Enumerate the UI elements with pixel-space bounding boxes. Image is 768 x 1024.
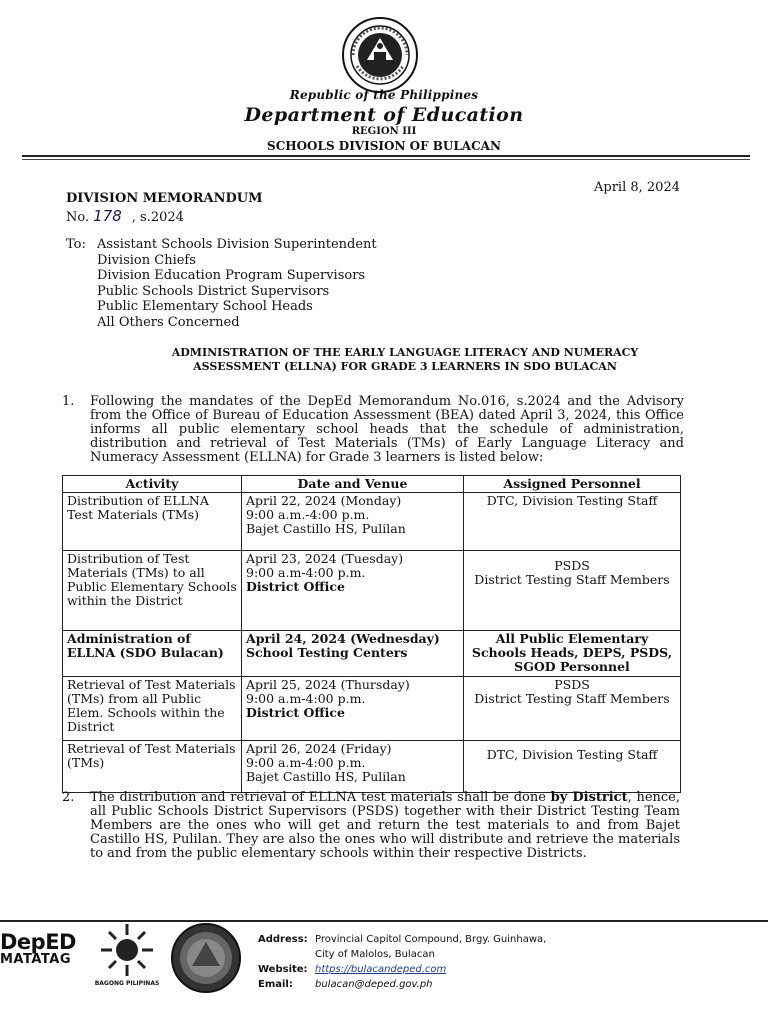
email-link[interactable]: bulacan@deped.gov.ph [315,979,433,990]
subject-line: ADMINISTRATION OF THE EARLY LANGUAGE LITERACY AND NUMERACY [171,346,639,359]
memo-number [66,207,184,225]
recipient: All Others Concerned [97,314,240,330]
memo-number-handwritten: 178 [93,207,122,225]
time-text: 9:00 a.m-4:00 p.m. [246,565,366,580]
paragraph-text-part: The distribution and retrieval of ELLNA test materials shall be done [90,790,551,805]
activity-cell: Administration of ELLNA (SDO Bulacan) [63,631,242,677]
subject-line: ASSESSMENT (ELLNA) FOR GRADE 3 LEARNERS IN SDO BULACAN [193,360,617,373]
personnel-text: PSDS [554,677,590,692]
memo-title: DIVISION MEMORANDUM [66,191,263,206]
paragraph-text-part: , hence, all Public Schools District Supervisors (PSDS) together with their District Testing Team Members are the ones who will get and return the test materials to and from Bajet Castillo HS, Pulilan. They are also the ones who will distribute and retrieve the materials to and from the public elementary schools within their respective Districts. [90,790,680,861]
personnel-text: DTC, Division Testing Staff [486,747,658,762]
paragraph-number: 2. [62,790,75,805]
activity-cell: Distribution of ELLNA Test Materials (TMs) [63,493,242,551]
column-header-activity: Activity [63,476,242,493]
table-row [63,551,681,631]
column-header-date-venue: Date and Venue [242,476,464,493]
division-heading: SCHOOLS DIVISION OF BULACAN [267,139,501,153]
paragraph-text-bold: by District [550,790,628,805]
recipient: Division Education Program Supervisors [97,268,366,284]
date-text: April 25, 2024 (Thursday) [246,677,410,692]
personnel-text: District Testing Staff Members [474,691,670,706]
time-text: 9:00 a.m.-4:00 p.m. [246,507,370,522]
matatag-wordmark: MATATAG [0,952,71,967]
table-row [63,677,681,741]
date-text: April 22, 2024 (Monday) [246,493,402,508]
personnel-cell [464,677,681,741]
personnel-text: All Public Elementary Schools Heads, DEPS, PSDS, SGOD Personnel [471,631,673,674]
personnel-text: District Testing Staff Members [474,572,670,587]
table-row [63,631,681,677]
bagong-pilipinas-label: BAGONG PILIPINAS [94,980,160,987]
column-header-personnel: Assigned Personnel [464,476,681,493]
paragraph-number: 1. [62,394,75,409]
deped-matatag-logo [0,930,80,967]
deped-seal-logo [341,16,419,94]
header-divider-thin [22,159,750,160]
time-text: 9:00 a.m-4:00 p.m. [246,691,366,706]
memo-subject [60,346,750,374]
venue-text: Bajet Castillo HS, Pulilan [246,521,406,536]
department-heading: Department of Education [244,104,524,126]
bagong-pilipinas-logo [88,920,166,987]
activity-cell: Retrieval of Test Materials (TMs) [63,741,242,793]
date-text: April 24, 2024 (Wednesday) [246,631,440,646]
personnel-cell [464,551,681,631]
bagong-pilipinas-sun-icon [97,920,157,978]
schedule-table [62,475,681,793]
address-label: Address: [258,934,308,945]
memo-date: April 8, 2024 [594,180,680,195]
deped-wordmark: DepED [0,930,76,954]
paragraph-text [90,791,680,861]
address-line: City of Malolos, Bulacan [315,949,435,960]
memo-series: , s.2024 [131,210,184,225]
paragraph-text: Following the mandates of the DepEd Memorandum No.016, s.2024 and the Advisory from the Office of Bureau of Education Assessment (BEA) dated April 3, 2024, this Office informs all public elementary school heads that the schedule of administration, distribution and retrieval of Test Materials (TMs) of Early Language Literacy and Numeracy Assessment (ELLNA) for Grade 3 learners is listed below: [90,394,684,465]
time-text: 9:00 a.m-4:00 p.m. [246,755,366,770]
date-venue-cell [242,677,464,741]
table-row [63,493,681,551]
memo-number-prefix: No. [66,210,90,225]
email-label: Email: [258,979,293,990]
personnel-cell [464,631,681,677]
division-seal-logo [170,922,242,994]
date-venue-cell [242,741,464,793]
venue-text: School Testing Centers [246,645,408,660]
website-link[interactable]: https://bulacandeped.com [315,964,447,975]
venue-text: Bajet Castillo HS, Pulilan [246,769,406,784]
activity-cell: Retrieval of Test Materials (TMs) from all Public Elem. Schools within the District [63,677,242,741]
website-label: Website: [258,964,308,975]
recipient: Assistant Schools Division Superintendent [97,237,377,252]
recipient: Public Schools District Supervisors [97,283,330,299]
personnel-cell [464,493,681,551]
table-header-row [63,476,681,493]
venue-text: District Office [246,705,345,720]
paragraph-2 [62,791,680,861]
recipient: Division Chiefs [97,252,196,268]
personnel-cell [464,741,681,793]
table-row [63,741,681,793]
date-text: April 26, 2024 (Friday) [246,741,392,756]
to-label: To: [66,237,86,252]
personnel-text: PSDS [554,558,590,573]
region-heading: REGION III [351,126,417,137]
venue-text: District Office [246,579,345,594]
recipients-block [66,237,377,331]
paragraph-1 [62,395,684,465]
personnel-text: DTC, Division Testing Staff [486,493,658,508]
date-text: April 23, 2024 (Tuesday) [246,551,404,566]
date-venue-cell [242,551,464,631]
date-venue-cell [242,493,464,551]
address-line: Provincial Capitol Compound, Brgy. Guinhawa, [315,934,547,945]
date-venue-cell [242,631,464,677]
header-divider [22,155,750,157]
activity-cell: Distribution of Test Materials (TMs) to all Public Elementary Schools within the District [63,551,242,631]
republic-heading: Republic of the Philippines [289,88,479,102]
recipient: Public Elementary School Heads [97,299,313,315]
